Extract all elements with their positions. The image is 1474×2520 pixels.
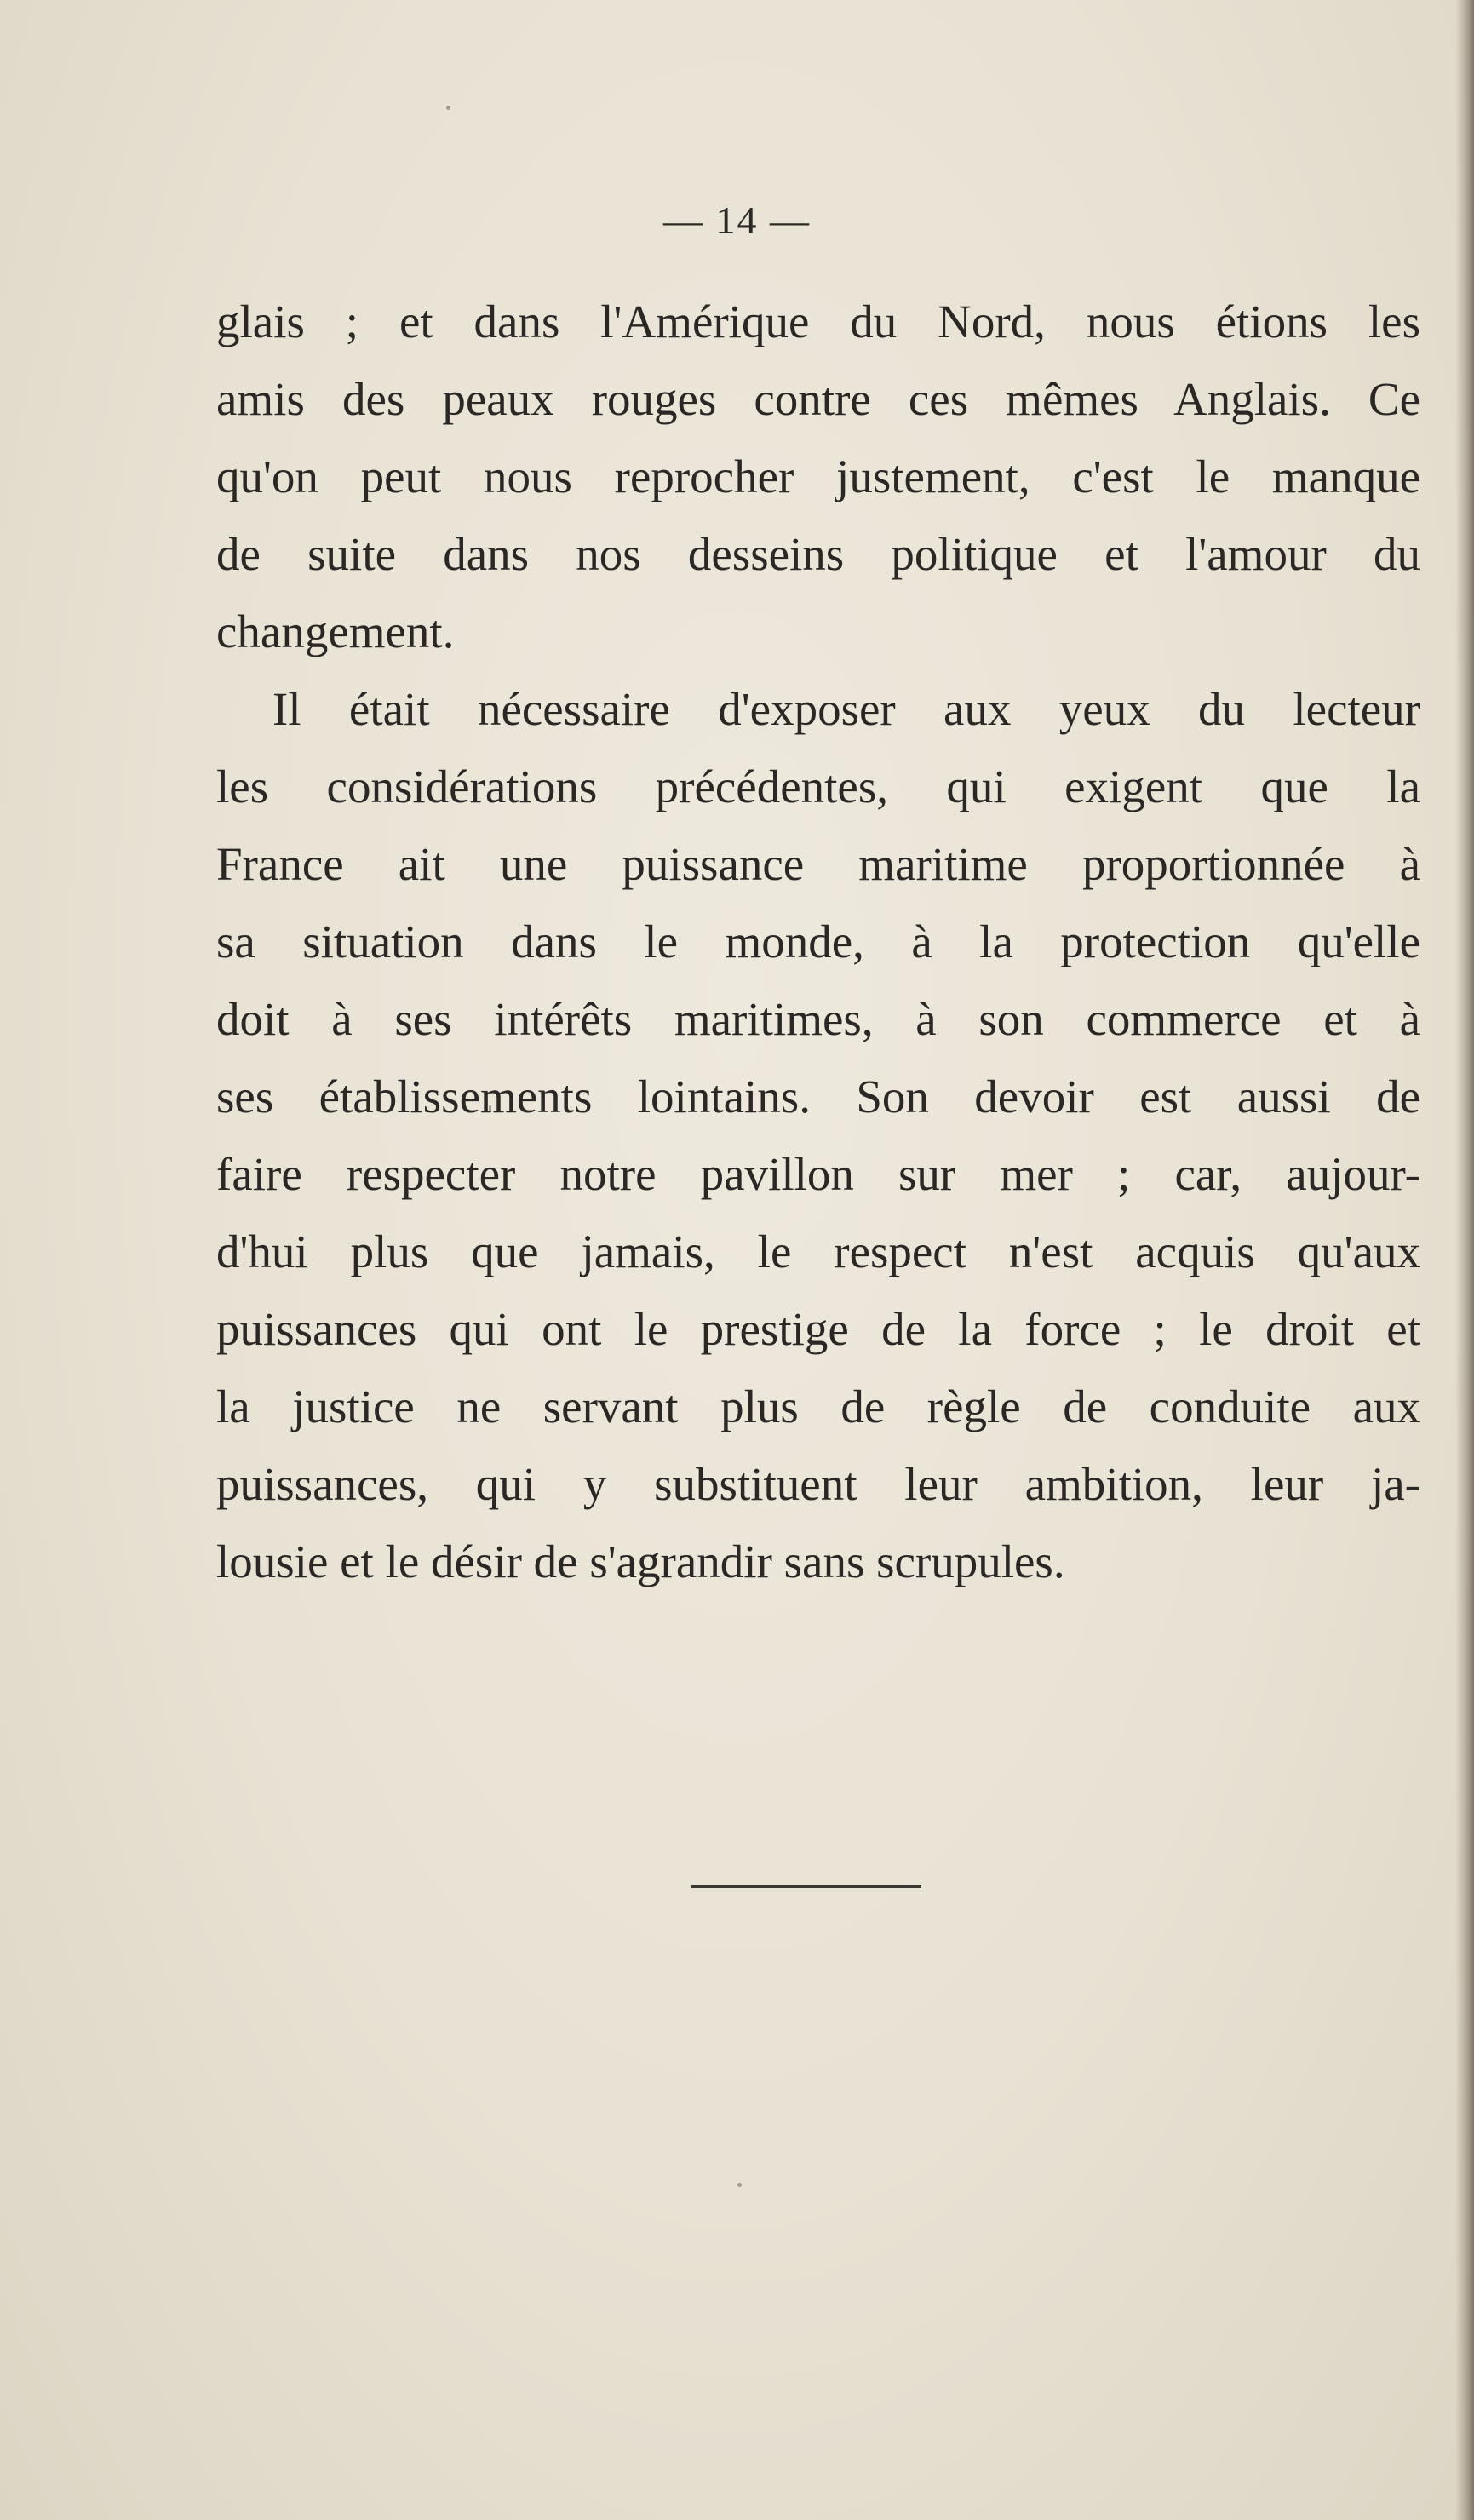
text-line: faire respecter notre pavillon sur mer ; car, aujour- [216,1148,1420,1200]
text-line: sa situation dans le monde, à la protection qu'elle [216,916,1420,967]
paper-speck [737,2183,742,2187]
text-line: la justice ne servant plus de règle de conduite aux [216,1381,1420,1432]
text-line: doit à ses intérêts maritimes, à son commerce et à [216,993,1420,1045]
text-line: France ait une puissance maritime proportionnée à [216,838,1420,890]
text-line: puissances, qui y substituent leur ambition, leur ja- [216,1458,1420,1510]
text-line: les considérations précédentes, qui exigent que la [216,761,1420,812]
text-line: amis des peaux rouges contre ces mêmes Anglais. Ce [216,373,1420,425]
text-line: lousie et le désir de s'agrandir sans scrupules. [216,1536,1065,1587]
page-edge-shadow [1455,0,1474,2520]
body-text [216,283,1420,1600]
paper-speck [446,106,450,110]
text-line: ses établissements lointains. Son devoir est aussi de [216,1071,1420,1122]
text-line: puissances qui ont le prestige de la force ; le droit et [216,1303,1420,1355]
section-end-rule [691,1885,921,1888]
text-line: de suite dans nos desseins politique et l'amour du [216,528,1420,580]
text-line: glais ; et dans l'Amérique du Nord, nous étions les [216,296,1420,347]
page-number: — 14 — [663,198,811,242]
text-line: changement. [216,606,455,657]
text-line: Il était nécessaire d'exposer aux yeux du lecteur [272,683,1420,735]
text-line: qu'on peut nous reprocher justement, c'est le manque [216,451,1420,502]
text-line: d'hui plus que jamais, le respect n'est acquis qu'aux [216,1226,1420,1277]
